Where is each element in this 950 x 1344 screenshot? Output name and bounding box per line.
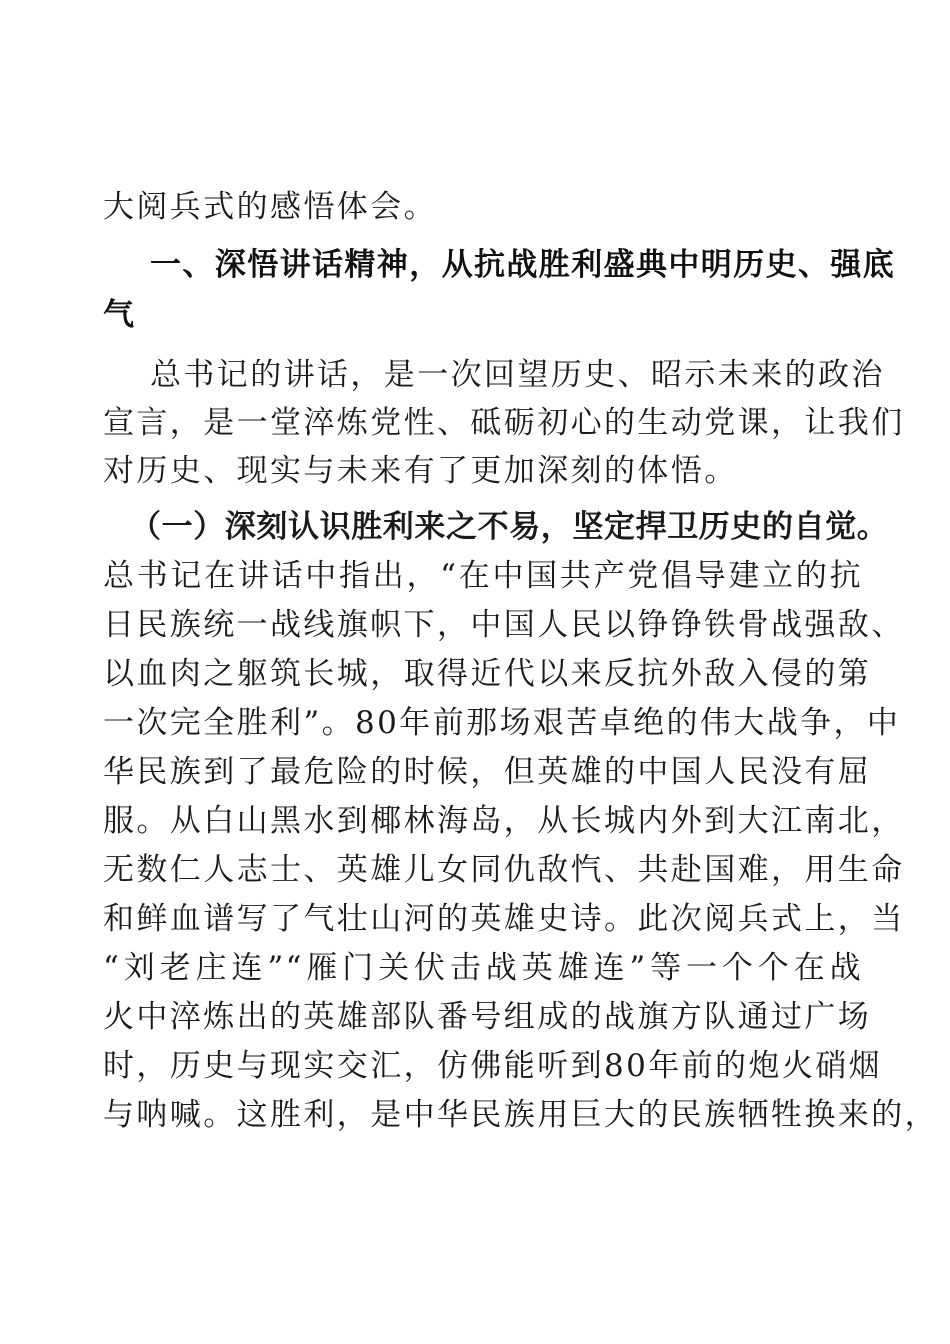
- paragraph-line: 华民族到了最危险的时候，但英雄的中国人民没有屈: [103, 754, 872, 790]
- section-heading-continued: 气: [103, 297, 136, 333]
- paragraph-line: 无数仁人志士、英雄儿女同仇敌忾、共赴国难，用生命: [103, 852, 905, 888]
- paragraph-line: “刘老庄连”“雁门关伏击战英雄连”等一个个在战: [103, 950, 863, 986]
- paragraph-line: 一次完全胜利”。80年前那场艰苦卓绝的伟大战争，中: [103, 705, 901, 741]
- section-heading: 一、深悟讲话精神，从抗战胜利盛典中明历史、强底: [150, 247, 896, 283]
- paragraph-line: 总书记的讲话，是一次回望历史、昭示未来的政治: [150, 357, 885, 393]
- paragraph-line: 以血肉之躯筑长城，取得近代以来反抗外敌入侵的第: [103, 656, 872, 692]
- paragraph-line: 总书记在讲话中指出，“在中国共产党倡导建立的抗: [103, 558, 863, 594]
- paragraph-line: 对历史、现实与未来有了更加深刻的体悟。: [103, 453, 738, 489]
- paragraph-line: 时，历史与现实交汇，仿佛能听到80年前的炮火硝烟: [103, 1048, 883, 1084]
- paragraph-line: 服。从白山黑水到椰林海岛，从长城内外到大江南北，: [103, 803, 905, 839]
- paragraph-line: 日民族统一战线旗帜下，中国人民以铮铮铁骨战强敌、: [103, 607, 905, 643]
- paragraph-line: 火中淬炼出的英雄部队番号组成的战旗方队通过广场: [103, 999, 872, 1035]
- paragraph-line: 和鲜血谱写了气壮山河的英雄史诗。此次阅兵式上，当: [103, 901, 905, 937]
- paragraph-line: 宣言，是一堂淬炼党性、砥砺初心的生动党课，让我们: [103, 405, 905, 441]
- paragraph-line: 与呐喊。这胜利，是中华民族用巨大的民族牺牲换来的，: [103, 1097, 938, 1133]
- subsection-heading: （一）深刻认识胜利来之不易，坚定捍卫历史的自觉。: [130, 509, 889, 545]
- paragraph-line: 大阅兵式的感悟体会。: [103, 189, 437, 225]
